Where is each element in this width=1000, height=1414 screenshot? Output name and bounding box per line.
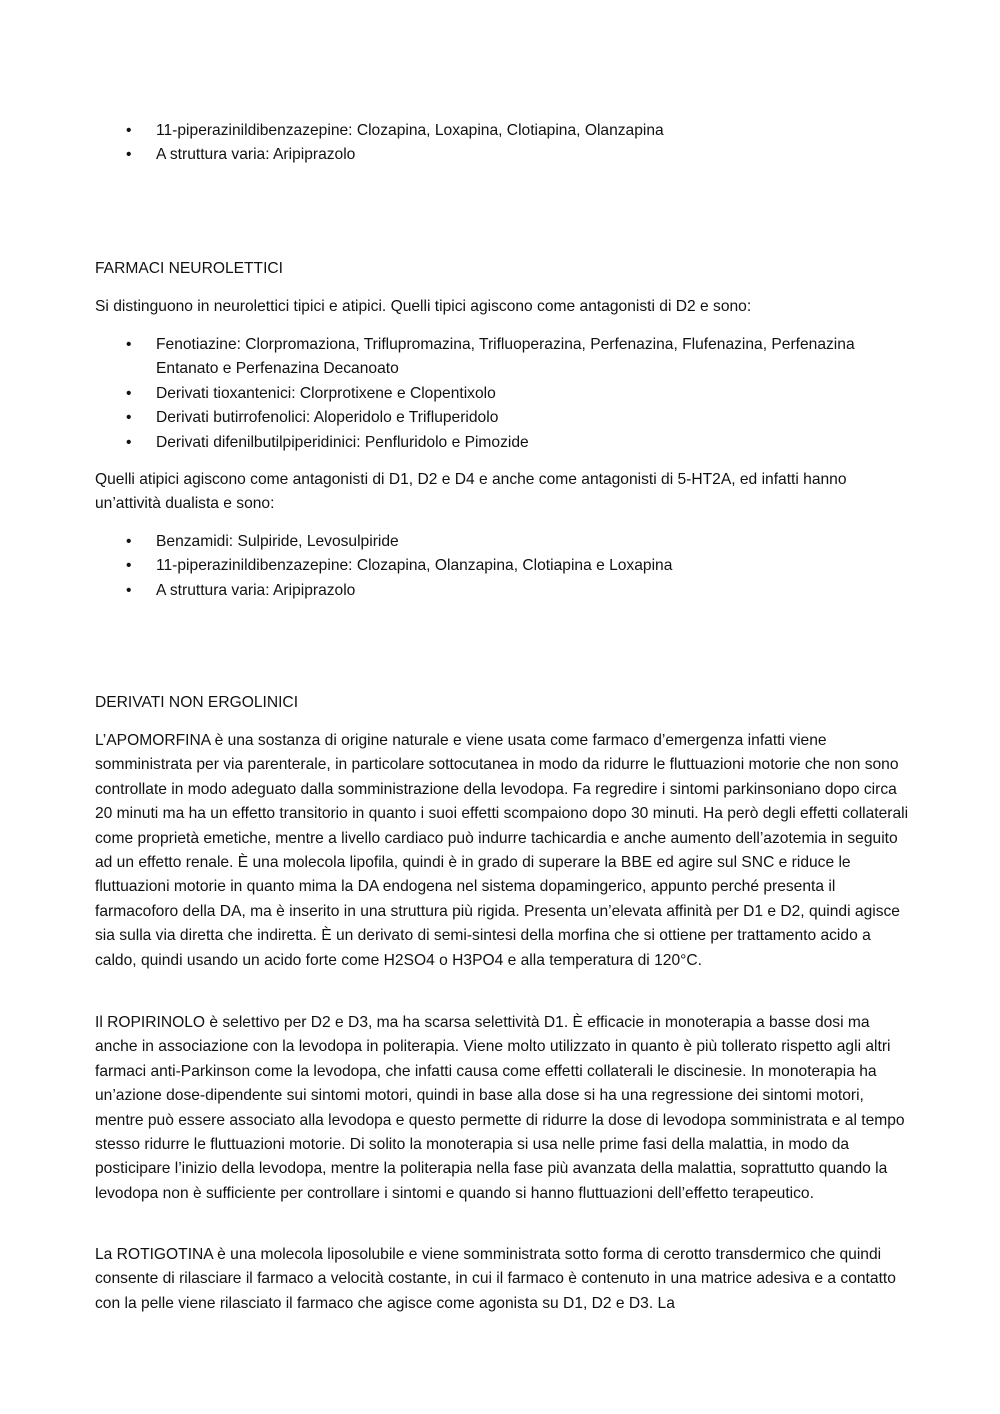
list-item: • 11-piperazinildibenzazepine: Clozapina, Loxapina, Clotiapina, Olanzapina [95,119,910,143]
top-bullet-list [95,119,910,168]
atypical-bullet-list [95,530,910,603]
list-item: • Derivati difenilbutilpiperidinici: Penfluridolo e Pimozide [95,431,910,455]
list-item: • Benzamidi: Sulpiride, Levosulpiride [95,530,910,554]
list-item: • Fenotiazine: Clorpromaziona, Triflupromazina, Trifluoperazina, Perfenazina, Flufenazina, Perfenazina Entanato e Perfenazina Decanoato [95,333,910,382]
section-heading-non-ergolinici: DERIVATI NON ERGOLINICI [95,694,299,711]
list-item: • A struttura varia: Aripiprazolo [95,143,910,167]
list-item: • Derivati butirrofenolici: Aloperidolo e Trifluperidolo [95,406,910,430]
neurolettici-intro: Si distinguono in neurolettici tipici e atipici. Quelli tipici agiscono come antagonisti di D2 e sono: [95,298,752,315]
section-heading-neurolettici: FARMACI NEUROLETTICI [95,260,284,277]
paragraph-ropirinolo: Il ROPIRINOLO è selettivo per D2 e D3, ma ha scarsa selettività D1. È efficacie in monoterapia a basse dosi ma anche in associazione con la levodopa in politerapia. Viene molto utilizzato in quanto è più tollerato rispetto agli altri farmaci anti-Parkinson come la levodopa, che infatti causa come effetti collaterali le discinesie. In monoterapia ha un’azione dose-dipendente sui sintomi motori, quindi in base alla dose si ha una regressione dei sintomi motori, mentre può essere associato alla levodopa e questo permette di ridurre la dose di levodopa somministrata e al tempo stesso ridurre le fluttuazioni motorie. Di solito la monoterapia si usa nelle prime fasi della malattia, in modo da posticipare l’inizio della levodopa, mentre la politerapia nella fase più avanzata della malattia, soprattutto quando la levodopa non è sufficiente per controllare i sintomi e quando si hanno fluttuazioni dell’effetto terapeutico. [95,1014,905,1202]
list-item: • A struttura varia: Aripiprazolo [95,579,910,603]
paragraph-rotigotina: La ROTIGOTINA è una molecola liposolubile e viene somministrata sotto forma di cerotto transdermico che quindi consente di rilasciare il farmaco a velocità costante, in cui il farmaco è contenuto in una matrice adesiva e a contatto con la pelle viene rilasciato il farmaco che agisce come agonista su D1, D2 e D3. La [95,1246,896,1312]
list-item: • 11-piperazinildibenzazepine: Clozapina, Olanzapina, Clotiapina e Loxapina [95,554,910,578]
paragraph-apomorfina: L’APOMORFINA è una sostanza di origine naturale e viene usata come farmaco d’emergenza infatti viene somministrata per via parenterale, in particolare sottocutanea in modo da ridurre le fluttuazioni motorie che non sono controllate in modo adeguato dalla somministrazione della levodopa. Fa regredire i sintomi parkinsoniano dopo circa 20 minuti ma ha un effetto transitorio in quanto i suoi effetti scompaiono dopo 30 minuti. Ha però degli effetti collaterali come proprietà emetiche, mentre a livello cardiaco può indurre tachicardia e anche aumento dell’azotemia in seguito ad un effetto renale. È una molecola lipofila, quindi è in grado di superare la BBE ed agire sul SNC e riduce le fluttuazioni motorie in quanto mima la DA endogena nel sistema dopamingerico, appunto perché presenta il farmacoforo della DA, ma è inserito in una struttura più rigida. Presenta un’elevata affinità per D1 e D2, quindi agisce sia sulla via diretta che indiretta. È un derivato di semi-sintesi della morfina che si ottiene per trattamento acido a caldo, quindi usando un acido forte come H2SO4 o H3PO4 e alla temperatura di 120°C. [95,732,909,969]
atypical-intro: Quelli atipici agiscono come antagonisti di D1, D2 e D4 e anche come antagonisti di 5-HT2A, ed infatti hanno un’attività dualista e sono: [95,471,847,513]
typical-bullet-list [95,333,910,455]
list-item: • Derivati tioxantenici: Clorprotixene e Clopentixolo [95,382,910,406]
